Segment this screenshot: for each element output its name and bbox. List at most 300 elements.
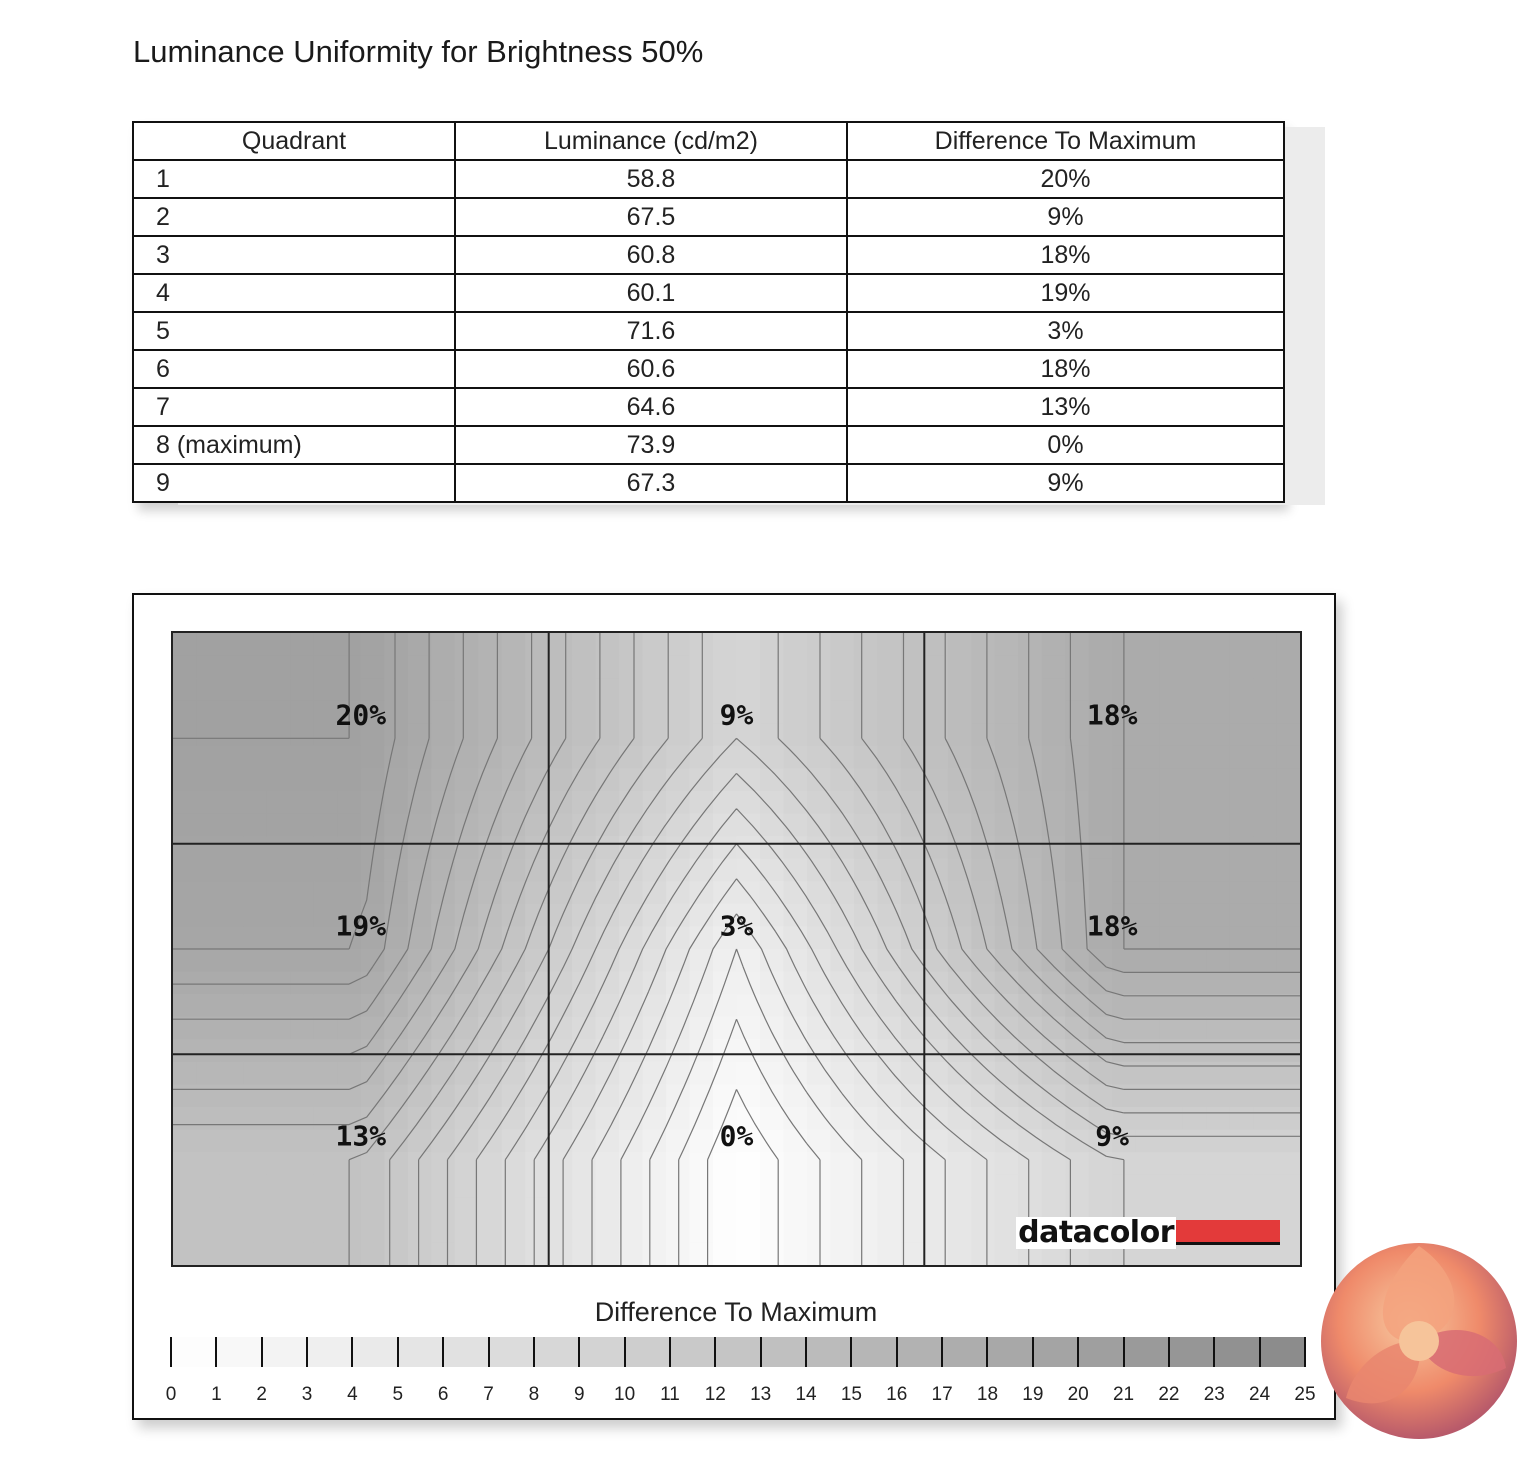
heatmap-cell [173,633,197,656]
heatmap-cell [572,1017,596,1040]
heatmap-cell [1253,881,1277,904]
heatmap-cell [525,1175,549,1198]
heatmap-cell [314,1062,338,1085]
heatmap-cell [619,1084,643,1107]
heatmap-cell [1206,949,1230,972]
scale-tick-label: 10 [614,1384,636,1405]
scale-tick [306,1337,308,1367]
heatmap-cell [314,1039,338,1062]
heatmap-cell [1065,1175,1089,1198]
heatmap-cell [1277,1130,1300,1153]
scale-tick [1123,1337,1125,1367]
heatmap-cell [1206,723,1230,746]
scale-tick-label: 13 [750,1384,772,1405]
heatmap-cell [713,656,737,679]
heatmap-cell [877,814,901,837]
heatmap-cell [643,1242,667,1265]
heatmap-cell [1042,1062,1066,1085]
heatmap-cell [173,791,197,814]
scale-tick [170,1337,172,1367]
table-header-row [133,122,1284,160]
heatmap-cell [1018,814,1042,837]
heatmap-cell [1136,904,1160,927]
heatmap-cell [666,994,690,1017]
heatmap-cell [220,791,244,814]
heatmap-cell [1159,723,1183,746]
heatmap-cell [690,678,714,701]
heatmap-cell [1112,1062,1136,1085]
heatmap-cell [1277,814,1300,837]
heatmap-cell [1277,723,1300,746]
heatmap-cell [1159,1017,1183,1040]
heatmap-cell [243,814,267,837]
heatmap-cell [666,1130,690,1153]
heatmap-cell [314,949,338,972]
heatmap-cell [619,1107,643,1130]
heatmap-cell [948,1220,972,1243]
heatmap-cell [290,881,314,904]
heatmap-cell [854,678,878,701]
heatmap-cell [455,791,479,814]
heatmap-cell [1042,791,1066,814]
heatmap-cell [1206,814,1230,837]
heatmap-cell [220,814,244,837]
heatmap-cell [1183,836,1207,859]
heatmap-cell [572,701,596,724]
heatmap-cell [408,1152,432,1175]
heatmap-cell [361,814,385,837]
heatmap-cell [948,1242,972,1265]
heatmap-cell [690,836,714,859]
heatmap-cell [502,723,526,746]
scale-swatch [1214,1337,1259,1367]
heatmap-cell [220,678,244,701]
heatmap-cell [596,859,620,882]
heatmap-cell [431,1130,455,1153]
heatmap-cell [901,723,925,746]
heatmap-cell [971,791,995,814]
heatmap-cell [643,926,667,949]
heatmap-cell [384,678,408,701]
heatmap-cell [431,746,455,769]
heatmap-cell [1183,723,1207,746]
heatmap-cell [220,746,244,769]
heatmap-cell [1230,746,1254,769]
heatmap-cell [572,904,596,927]
heatmap-cell [196,1039,220,1062]
heatmap-cell [596,656,620,679]
heatmap-cell [737,1062,761,1085]
heatmap-cell [196,1017,220,1040]
heatmap-cell [901,1220,925,1243]
heatmap-cell [619,701,643,724]
heatmap-cell [619,1197,643,1220]
heatmap-cell [713,746,737,769]
heatmap-cell [243,656,267,679]
heatmap-cell [384,701,408,724]
heatmap-cell [1253,904,1277,927]
uniformity-chart-panel [132,593,1336,1420]
heatmap-cell [1065,723,1089,746]
heatmap-cell [525,1039,549,1062]
heatmap-cell [173,1242,197,1265]
heatmap-cell [1018,1175,1042,1198]
heatmap-cell [877,768,901,791]
heatmap-cell [760,723,784,746]
heatmap-cell [314,701,338,724]
quadrant-value-label: 18% [1086,698,1138,732]
heatmap-cell [830,656,854,679]
heatmap-cell [196,1130,220,1153]
heatmap-cell [1089,791,1113,814]
heatmap-cell [1206,1017,1230,1040]
heatmap-cell [431,723,455,746]
heatmap-cell [830,701,854,724]
heatmap-cell [1253,859,1277,882]
heatmap-cell [243,1107,267,1130]
heatmap-cell [361,1017,385,1040]
heatmap-cell [690,1017,714,1040]
heatmap-cell [384,881,408,904]
heatmap-cell [971,1220,995,1243]
heatmap-cell [314,926,338,949]
heatmap-cell [1277,972,1300,995]
heatmap-cell [690,1175,714,1198]
heatmap-cell [901,814,925,837]
heatmap-cell [290,1152,314,1175]
heatmap-cell [431,678,455,701]
heatmap-cell [173,678,197,701]
heatmap-cell [1065,1084,1089,1107]
heatmap-cell [455,904,479,927]
heatmap-cell [384,1242,408,1265]
scale-tick-label: 8 [528,1384,540,1405]
heatmap-cell [267,1220,291,1243]
heatmap-cell [830,768,854,791]
heatmap-cell [1277,881,1300,904]
heatmap-cell [549,656,573,679]
heatmap-cell [196,678,220,701]
heatmap-cell [596,1017,620,1040]
heatmap-cell [572,949,596,972]
heatmap-cell [924,1062,948,1085]
heatmap-cell [1206,926,1230,949]
heatmap-cell [760,1152,784,1175]
heatmap-cell [549,814,573,837]
heatmap-cell [783,723,807,746]
heatmap-cell [901,859,925,882]
cell-quadrant: 4 [133,274,455,312]
cell-difference: 0% [847,426,1284,464]
heatmap-cell [408,814,432,837]
heatmap-cell [666,656,690,679]
heatmap-cell [549,836,573,859]
heatmap-cell [173,723,197,746]
heatmap-cell [290,1107,314,1130]
heatmap-cell [502,814,526,837]
scale-tick [351,1337,353,1367]
heatmap-cell [1183,881,1207,904]
heatmap-cell [737,949,761,972]
heatmap-cell [173,904,197,927]
heatmap-cell [196,1220,220,1243]
heatmap-cell [478,1242,502,1265]
scale-swatch [851,1337,896,1367]
heatmap-cell [783,633,807,656]
heatmap-cell [1136,1130,1160,1153]
heatmap-cell [760,701,784,724]
scale-tick [986,1337,988,1367]
heatmap-cell [478,1152,502,1175]
heatmap-cell [1065,701,1089,724]
heatmap-cell [267,972,291,995]
heatmap-cell [173,1107,197,1130]
heatmap-cell [1230,994,1254,1017]
heatmap-cell [243,746,267,769]
heatmap-cell [173,1130,197,1153]
datacolor-logo [1016,1215,1280,1249]
heatmap-cell [783,926,807,949]
table-row [133,274,1284,312]
heatmap-cell [173,859,197,882]
heatmap-cell [1183,1017,1207,1040]
heatmap-cell [1253,1152,1277,1175]
heatmap-cell [1253,656,1277,679]
heatmap-cell [783,1152,807,1175]
heatmap-cell [267,633,291,656]
heatmap-cell [877,1197,901,1220]
heatmap-cell [1183,678,1207,701]
heatmap-cell [290,1175,314,1198]
heatmap-cell [760,1107,784,1130]
heatmap-cell [995,791,1019,814]
heatmap-cell [173,1017,197,1040]
heatmap-cell [666,633,690,656]
cell-quadrant: 6 [133,350,455,388]
heatmap-cell [572,1175,596,1198]
heatmap-cell [1183,768,1207,791]
heatmap-cell [220,723,244,746]
heatmap-cell [995,746,1019,769]
heatmap-cell [1206,836,1230,859]
heatmap-cell [314,1152,338,1175]
heatmap-cell [1230,1152,1254,1175]
heatmap-cell [971,633,995,656]
cell-difference: 19% [847,274,1284,312]
heatmap-cell [549,1152,573,1175]
heatmap-cell [408,904,432,927]
heatmap-cell [713,633,737,656]
heatmap-cell [525,1197,549,1220]
heatmap-cell [572,678,596,701]
heatmap-cell [1159,678,1183,701]
heatmap-cell [1159,633,1183,656]
heatmap-cell [596,949,620,972]
heatmap-cell [690,1220,714,1243]
heatmap-cell [173,1084,197,1107]
heatmap-cell [971,701,995,724]
heatmap-cell [877,881,901,904]
heatmap-cell [619,1242,643,1265]
heatmap-cell [267,1175,291,1198]
heatmap-cell [267,768,291,791]
cell-luminance: 67.5 [455,198,847,236]
heatmap-cell [1042,836,1066,859]
heatmap-cell [995,1175,1019,1198]
heatmap-cell [1277,904,1300,927]
heatmap-cell [1042,904,1066,927]
heatmap-cell [596,633,620,656]
quadrant-value-label: 3% [719,909,754,943]
heatmap-cell [1065,768,1089,791]
scale-tick-label: 22 [1158,1384,1180,1405]
heatmap-cell [384,1039,408,1062]
heatmap-cell [1183,926,1207,949]
heatmap-cell [643,746,667,769]
heatmap-cell [737,1175,761,1198]
heatmap-cell [1018,791,1042,814]
heatmap-cell [643,1152,667,1175]
heatmap-cell [666,723,690,746]
heatmap-cell [760,1242,784,1265]
heatmap-cell [314,791,338,814]
heatmap-cell [1136,814,1160,837]
heatmap-cell [666,768,690,791]
heatmap-cell [1277,1175,1300,1198]
heatmap-cell [877,656,901,679]
heatmap-cell [877,633,901,656]
heatmap-cell [760,814,784,837]
cell-difference: 13% [847,388,1284,426]
heatmap-cell [971,768,995,791]
heatmap-cell [290,768,314,791]
heatmap-cell [384,1175,408,1198]
scale-tick-label: 23 [1203,1384,1225,1405]
scale-tick [896,1337,898,1367]
heatmap-cell [478,904,502,927]
heatmap-cell [267,814,291,837]
heatmap-cell [830,1175,854,1198]
heatmap-cell [1277,1062,1300,1085]
heatmap-cell [1089,1084,1113,1107]
heatmap-cell [243,1152,267,1175]
heatmap-cell [783,1220,807,1243]
heatmap-cell [854,972,878,995]
heatmap-cell [1042,656,1066,679]
heatmap-cell [1183,904,1207,927]
heatmap-cell [1065,1017,1089,1040]
heatmap-cell [783,1130,807,1153]
heatmap-cell [173,768,197,791]
heatmap-cell [1277,1107,1300,1130]
heatmap-cell [995,701,1019,724]
heatmap-cell [830,949,854,972]
heatmap-cell [1089,746,1113,769]
heatmap-cell [1277,994,1300,1017]
heatmap-cell [243,678,267,701]
heatmap-cell [267,656,291,679]
heatmap-cell [643,1017,667,1040]
heatmap-cell [361,881,385,904]
heatmap-cell [220,1197,244,1220]
heatmap-cell [549,1197,573,1220]
heatmap-cell [901,1242,925,1265]
heatmap-cell [619,1175,643,1198]
cell-quadrant: 2 [133,198,455,236]
heatmap-cell [173,926,197,949]
heatmap-cell [690,656,714,679]
heatmap-cell [854,701,878,724]
heatmap-cell [1183,1130,1207,1153]
heatmap-cell [1065,949,1089,972]
heatmap-cell [220,1039,244,1062]
heatmap-cell [549,1084,573,1107]
heatmap-cell [290,1062,314,1085]
heatmap-cell [643,814,667,837]
heatmap-cell [431,972,455,995]
heatmap-cell [314,836,338,859]
heatmap-cell [1230,768,1254,791]
heatmap-cell [1206,859,1230,882]
heatmap-cell [290,926,314,949]
heatmap-cell [572,1220,596,1243]
heatmap-cell [1089,994,1113,1017]
heatmap-cell [877,1175,901,1198]
heatmap-cell [807,633,831,656]
heatmap-cell [572,723,596,746]
heatmap-cell [290,1197,314,1220]
heatmap-cell [1159,1130,1183,1153]
heatmap-cell [995,678,1019,701]
heatmap-cell [1136,1175,1160,1198]
heatmap-cell [173,656,197,679]
heatmap-cell [807,972,831,995]
heatmap-cell [619,1220,643,1243]
heatmap-cell [290,1039,314,1062]
scale-tick-label: 17 [931,1384,953,1405]
heatmap-cell [830,1242,854,1265]
heatmap-cell [854,1017,878,1040]
scale-tick [488,1337,490,1367]
heatmap-cell [690,1107,714,1130]
heatmap-cell [1136,859,1160,882]
heatmap-cell [596,1152,620,1175]
cell-difference: 18% [847,236,1284,274]
heatmap-cell [267,1130,291,1153]
heatmap-cell [314,1107,338,1130]
heatmap-cell [337,1062,361,1085]
heatmap-cell [525,768,549,791]
heatmap-cell [525,1242,549,1265]
heatmap-cell [1183,814,1207,837]
heatmap-cell [619,904,643,927]
heatmap-cell [1230,836,1254,859]
heatmap-cell [1230,1130,1254,1153]
scale-swatch [534,1337,579,1367]
table-row [133,426,1284,464]
heatmap-cell [1018,678,1042,701]
heatmap-cell [901,1152,925,1175]
heatmap-cell [243,1084,267,1107]
heatmap-cell [971,926,995,949]
heatmap-cell [783,1107,807,1130]
heatmap-cell [713,1175,737,1198]
scale-tick [533,1337,535,1367]
heatmap-cell [995,836,1019,859]
heatmap-cell [995,633,1019,656]
cell-luminance: 71.6 [455,312,847,350]
heatmap-cell [1230,1017,1254,1040]
